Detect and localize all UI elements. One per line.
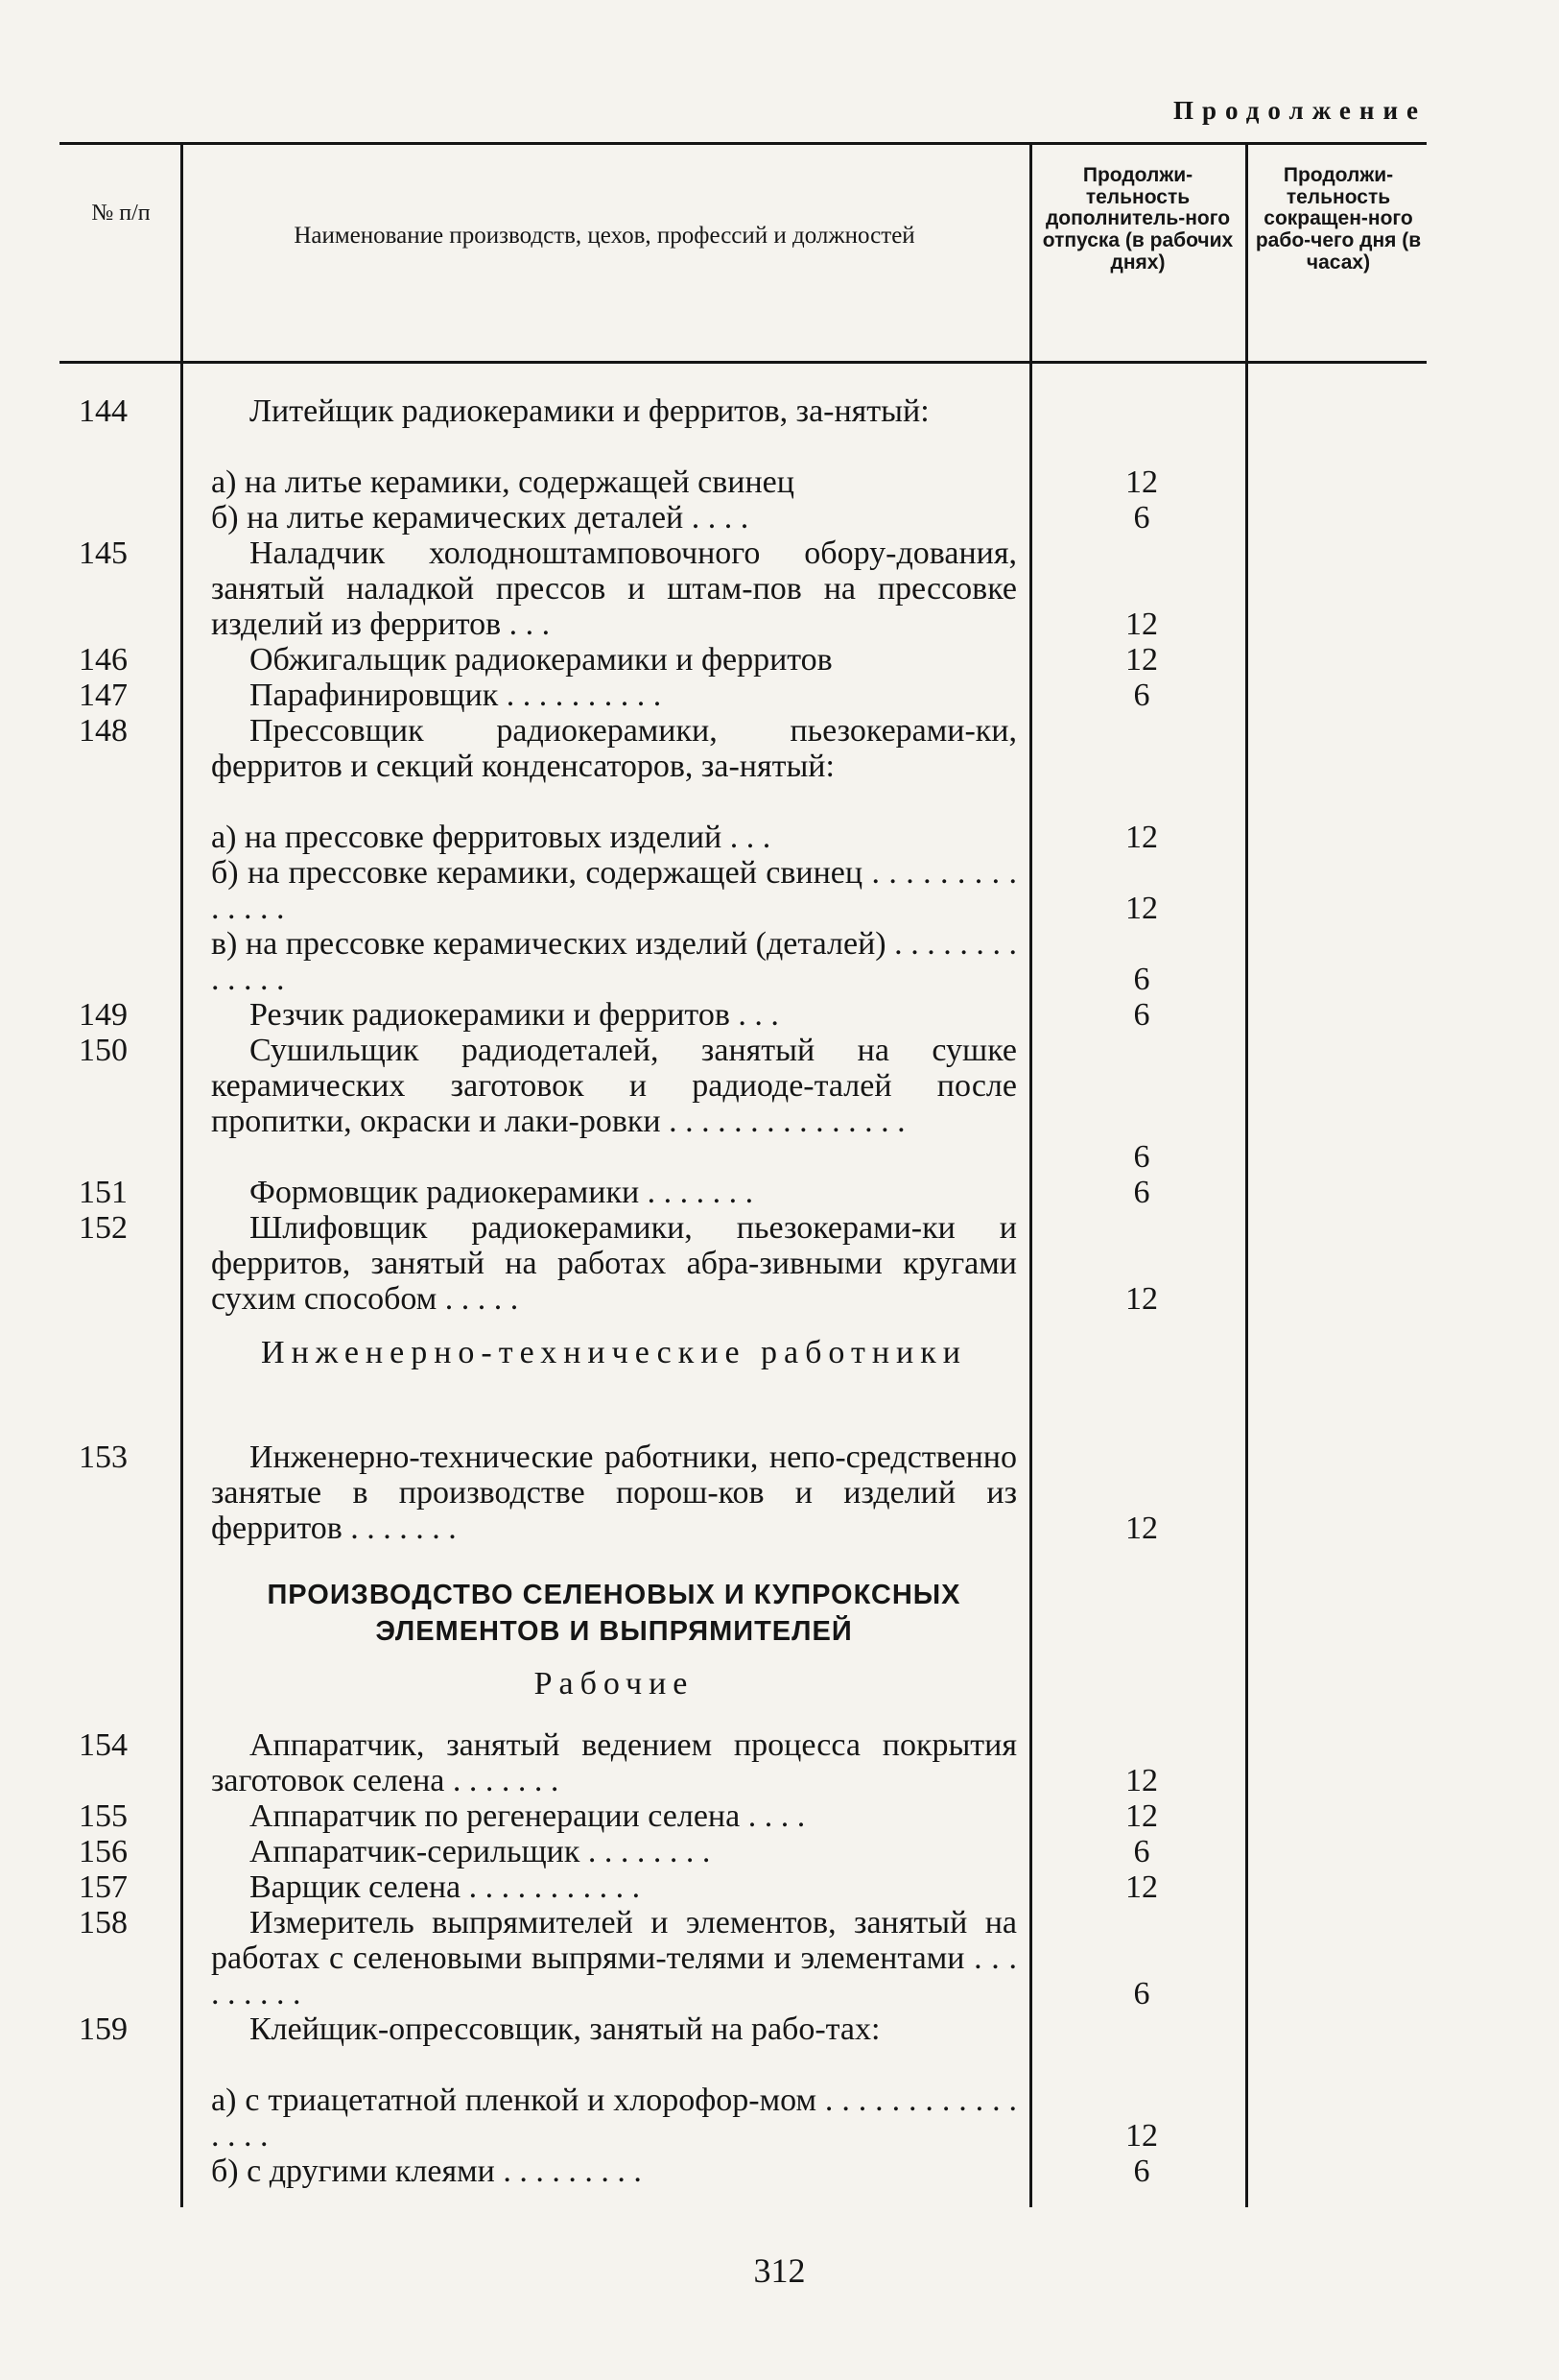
- row-number: 146: [79, 642, 128, 678]
- row-vacation: 12: [1125, 1281, 1158, 1317]
- row-vacation: 12: [1125, 891, 1158, 926]
- row-vacation: 12: [1125, 1511, 1158, 1546]
- row-number: 144: [79, 393, 128, 429]
- row-vacation: 6: [1133, 1976, 1150, 2011]
- row-text: Наладчик холодноштамповочного обору-дования, занятый наладкой прессов и штам-пов на прессовке изделий из ферритов . . .: [211, 536, 1017, 642]
- row-text: Формовщик радиокерамики . . . . . . .: [249, 1175, 754, 1210]
- column-rule-2: [1029, 144, 1032, 2207]
- row-text: Инженерно-технические работники, непо-средственно занятые в производстве порош-ков и изделий из ферритов . . . . . . .: [211, 1440, 1017, 1546]
- row-text: Обжигальщик радиокерамики и ферритов: [249, 642, 833, 678]
- row-number: 157: [79, 1869, 128, 1905]
- page-number: 312: [753, 2251, 806, 2290]
- row-number: 151: [79, 1175, 128, 1210]
- row-number: 149: [79, 997, 128, 1033]
- section-title-selenium: ПРОИЗВОДСТВО СЕЛЕНОВЫХ И КУПРОКСНЫХ ЭЛЕМЕНТОВ И ВЫПРЯМИТЕЛЕЙ: [267, 1580, 961, 1647]
- row-number: 156: [79, 1834, 128, 1869]
- row-text: Аппаратчик, занятый ведением процесса покрытия заготовок селена . . . . . . .: [211, 1727, 1017, 1798]
- row-number: 155: [79, 1798, 128, 1834]
- row-number: 145: [79, 536, 128, 571]
- header-vacation: Продолжи-тельность дополнитель-ного отпуска (в рабочих днях): [1042, 164, 1234, 274]
- row-number: 159: [79, 2011, 128, 2047]
- row-vacation: 6: [1133, 2154, 1150, 2189]
- row-vacation: 6: [1133, 1175, 1150, 1210]
- section-title-itr: Инженерно-технические работники: [261, 1335, 967, 1370]
- row-vacation: 6: [1133, 997, 1150, 1033]
- row-text: б) на литье керамических деталей . . . .: [211, 500, 749, 536]
- row-number: 154: [79, 1727, 128, 1763]
- continuation-label: Продолжение: [1173, 96, 1427, 125]
- row-text: в) на прессовке керамических изделий (деталей) . . . . . . . . . . . . .: [211, 926, 1017, 997]
- row-vacation: 12: [1125, 464, 1158, 500]
- row-vacation: 12: [1125, 1763, 1158, 1798]
- row-text: б) с другими клеями . . . . . . . . .: [211, 2154, 642, 2189]
- row-text: Шлифовщик радиокерамики, пьезокерами-ки и ферритов, занятый на работах абра-зивными кругами сухим способом . . . . .: [211, 1210, 1017, 1317]
- row-number: 150: [79, 1033, 128, 1068]
- section-title-workers: Рабочие: [533, 1666, 695, 1702]
- row-text: Варщик селена . . . . . . . . . . .: [249, 1869, 641, 1905]
- row-text: а) с триацетатной пленкой и хлорофор-мом . . . . . . . . . . . . . . . .: [211, 2082, 1017, 2154]
- table-top-rule: [59, 142, 1427, 145]
- row-text: Сушильщик радиодеталей, занятый на сушке керамических заготовок и радиоде-талей после пропитки, окраски и лаки-ровки . . . . . . . . . . . . . . .: [211, 1033, 1017, 1139]
- row-number: 147: [79, 678, 128, 713]
- row-text: а) на литье керамики, содержащей свинец: [211, 464, 794, 500]
- row-vacation: 6: [1133, 1834, 1150, 1869]
- row-text: Парафинировщик . . . . . . . . . .: [249, 678, 662, 713]
- header-hours: Продолжи-тельность сокращен-ного рабо-чего дня (в часах): [1255, 164, 1422, 274]
- row-text: Измеритель выпрямителей и элементов, занятый на работах с селеновыми выпрями-телями и элементами . . . . . . . . .: [211, 1905, 1017, 2011]
- row-vacation: 12: [1125, 1798, 1158, 1834]
- column-rule-3: [1245, 144, 1248, 2207]
- header-name: Наименование производств, цехов, профессий и должностей: [294, 223, 915, 249]
- row-number: 158: [79, 1905, 128, 1940]
- row-number: 152: [79, 1210, 128, 1246]
- row-vacation: 12: [1125, 820, 1158, 855]
- row-vacation: 12: [1125, 2118, 1158, 2154]
- row-vacation: 6: [1133, 678, 1150, 713]
- row-vacation: 6: [1133, 962, 1150, 997]
- row-text: Аппаратчик по регенерации селена . . . .: [249, 1798, 806, 1834]
- row-text: а) на прессовке ферритовых изделий . . .: [211, 820, 771, 855]
- row-vacation: 12: [1125, 642, 1158, 678]
- row-number: 148: [79, 713, 128, 749]
- row-vacation: 6: [1133, 1139, 1150, 1175]
- row-text: Прессовщик радиокерамики, пьезокерами-ки, ферритов и секций конденсаторов, за-нятый:: [211, 713, 1017, 784]
- row-text: Резчик радиокерамики и ферритов . . .: [249, 997, 779, 1033]
- row-text: б) на прессовке керамики, содержащей свинец . . . . . . . . . . . . . .: [211, 855, 1017, 926]
- column-rule-1: [180, 144, 183, 2207]
- row-vacation: 12: [1125, 607, 1158, 642]
- row-text: Аппаратчик-серильщик . . . . . . . .: [249, 1834, 711, 1869]
- header-number: № п/п: [91, 201, 151, 226]
- row-vacation: 12: [1125, 1869, 1158, 1905]
- row-number: 153: [79, 1440, 128, 1475]
- row-text: Литейщик радиокерамики и ферритов, за-нятый:: [249, 393, 930, 429]
- table-header-rule: [59, 361, 1427, 364]
- row-vacation: 6: [1133, 500, 1150, 536]
- row-text: Клейщик-опрессовщик, занятый на рабо-тах:: [249, 2011, 881, 2047]
